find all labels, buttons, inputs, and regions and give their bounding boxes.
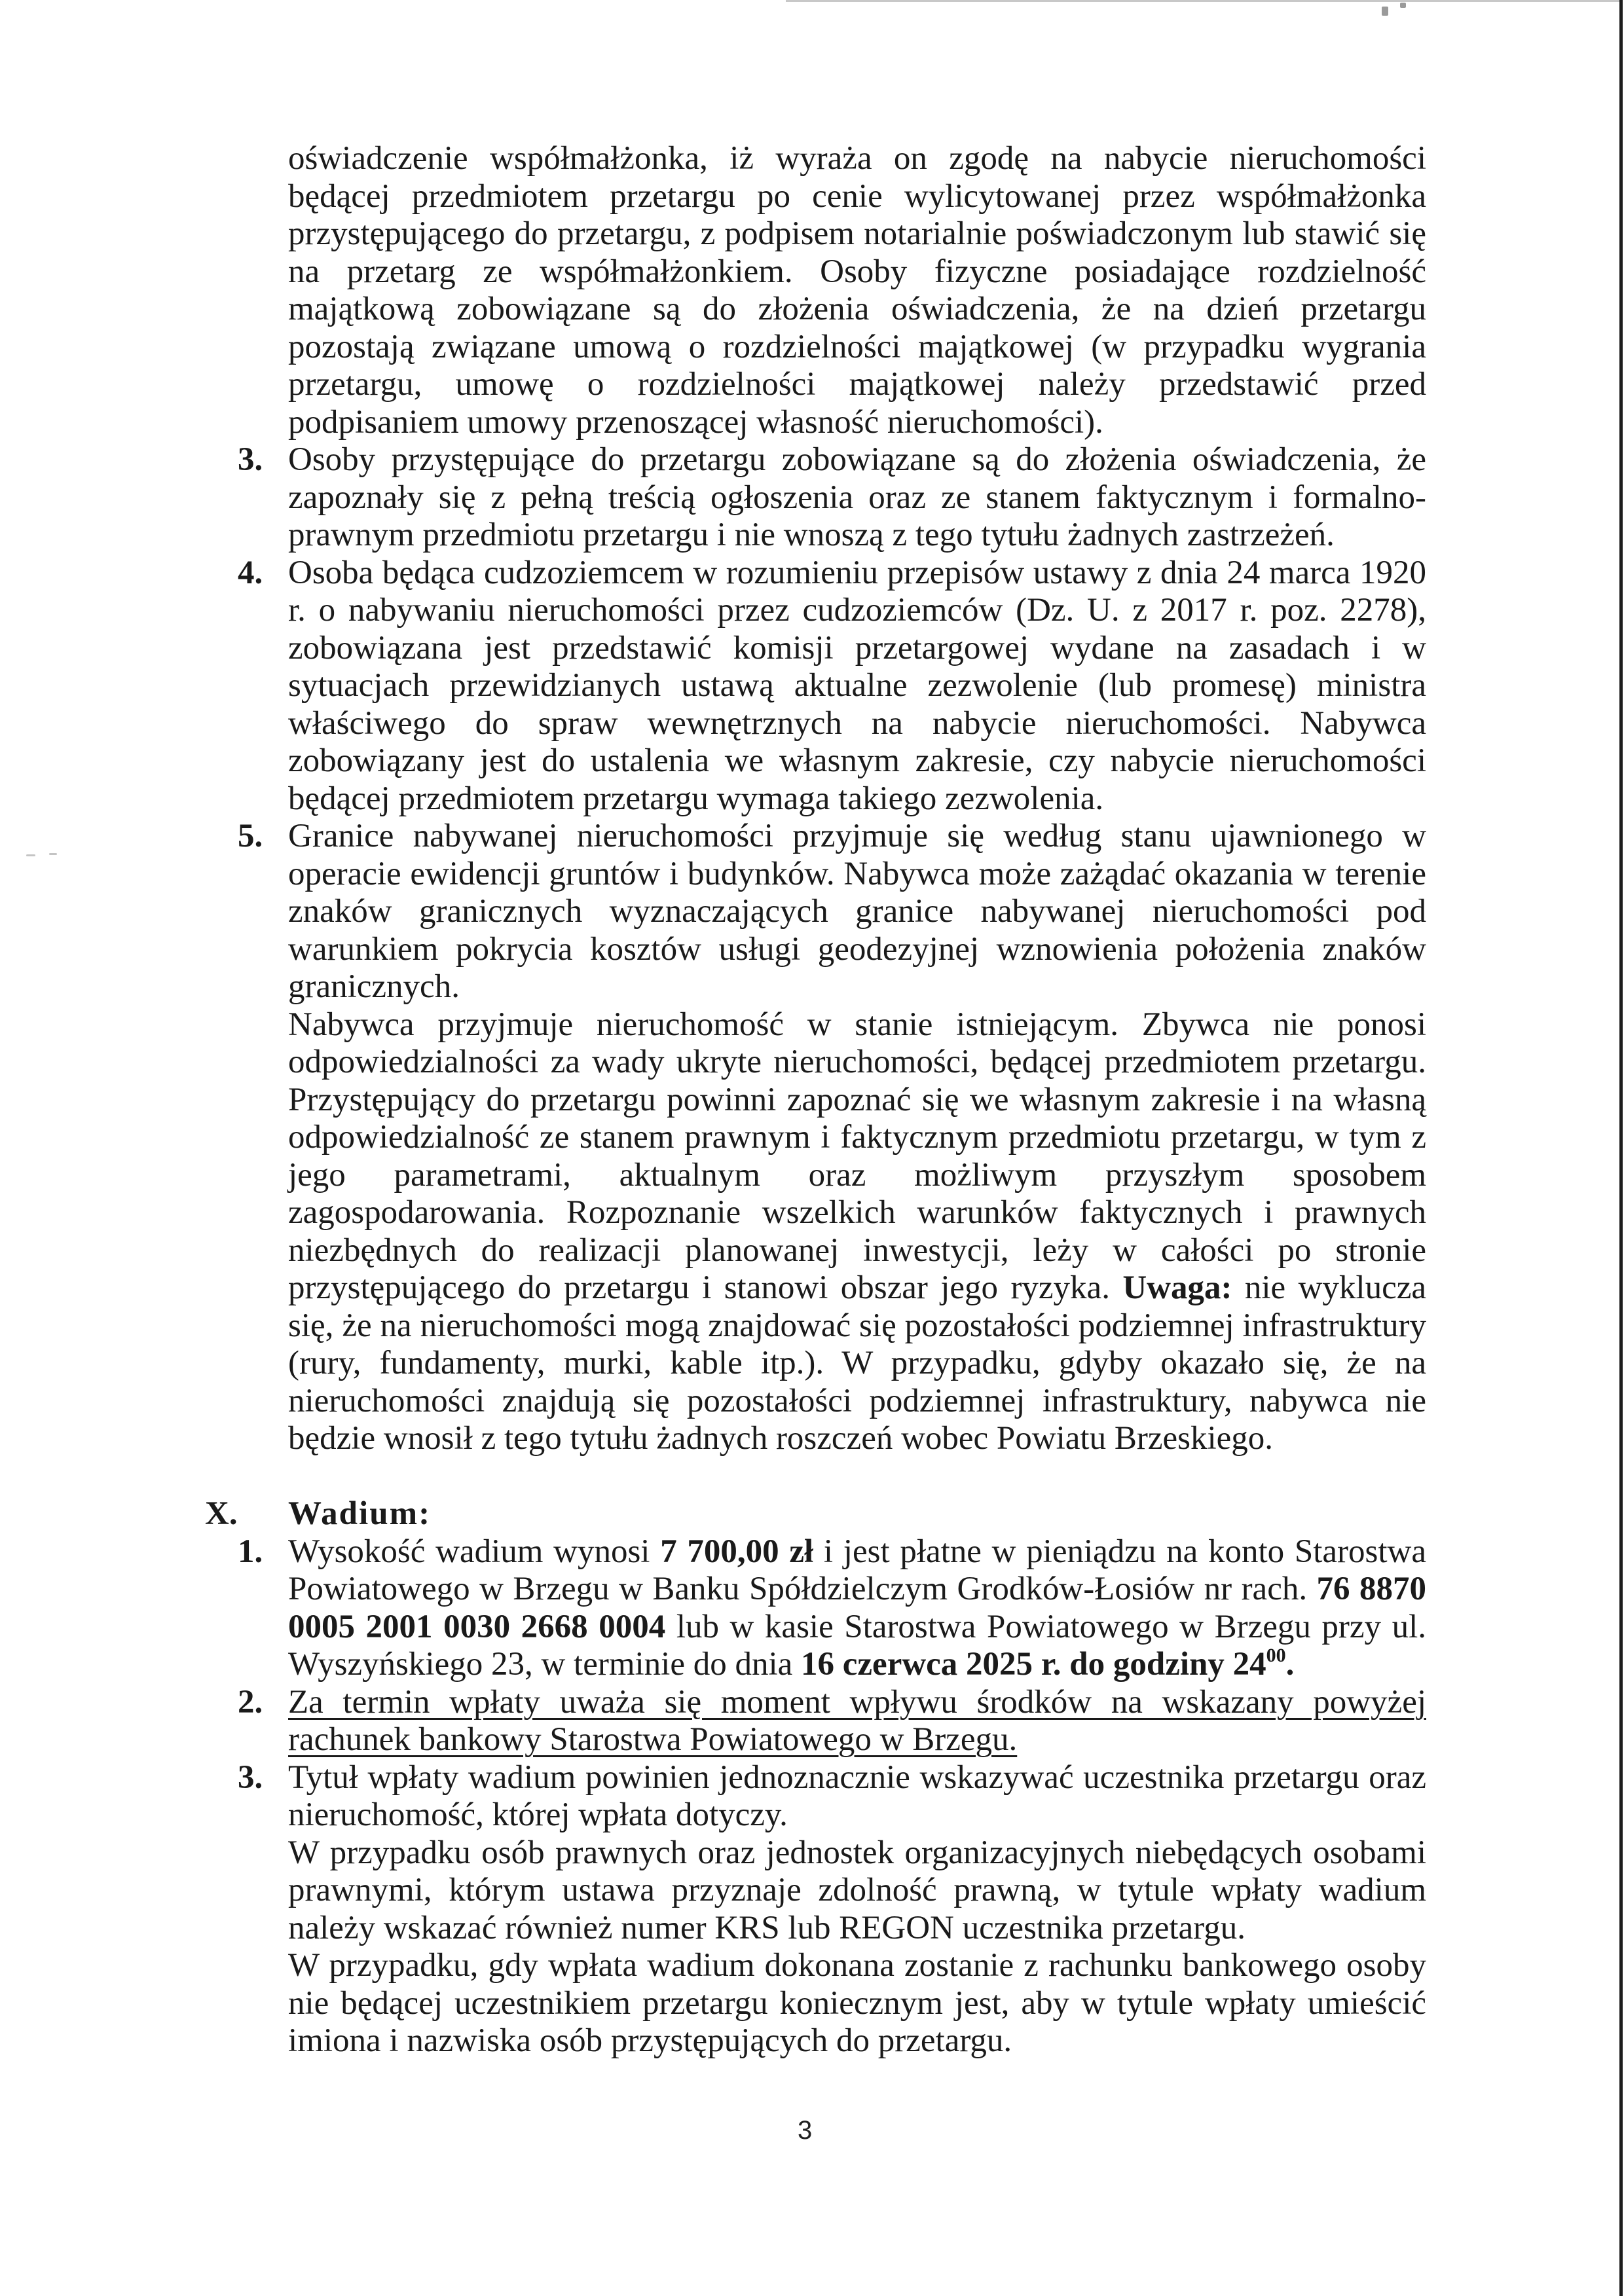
item-number: 3. — [238, 441, 263, 478]
item-continuation — [288, 1006, 1426, 1458]
item-number: 5. — [238, 818, 263, 854]
page-number: 3 — [798, 2116, 813, 2145]
payment-deadline — [801, 1646, 1294, 1683]
list-item-5 — [238, 818, 1426, 1458]
text-segment: lub w kasie Starostwa Powiatowego w Brzegu przy ul. Wyszyńskiego 23, w terminie do dnia — [288, 1608, 1426, 1683]
document-body — [205, 140, 1427, 2060]
deadline-text: 16 czerwca 2025 r. do godziny 24 — [801, 1646, 1266, 1683]
scan-artifact — [1400, 3, 1406, 8]
item-text: Tytuł wpłaty wadium powinien jednoznacznie wskazywać uczestnika przetargu oraz nieruchomość, której wpłata dotyczy. — [288, 1758, 1426, 1833]
item-number: 1. — [238, 1533, 263, 1570]
scan-artifact — [49, 853, 57, 855]
section-numeral: X. — [205, 1495, 238, 1532]
underlined-text: Za termin wpłaty uważa się moment wpływu środków na wskazany powyżej rachunek bankowy Starostwa Powiatowego w Brzegu. — [288, 1683, 1426, 1758]
section-title: Wadium: — [288, 1495, 432, 1532]
item-number: 3. — [238, 1758, 263, 1796]
wadium-item-2 — [238, 1683, 1426, 1759]
intro-paragraph: oświadczenie współmałżonka, iż wyraża on zgodę na nabycie nieruchomości będącej przedmiotem przetargu po cenie wylicytowanej przez współmałżonka przystępującego do przetargu, z podpisem notarialnie poświadczonym lub stawić się na przetarg ze współmałżonkiem. Osoby fizyczne posiadające rozdzielność majątkową zobowiązane są do złożenia oświadczenia, że na dzień przetargu pozostają związane umową o rozdzielności majątkowej (w przypadku wygrania przetargu, umowę o rozdzielności majątkowej należy przedstawić przed podpisaniem umowy przenoszącej własność nieruchomości). — [288, 140, 1426, 441]
wadium-item-3 — [238, 1758, 1426, 2060]
item-text: Granice nabywanej nieruchomości przyjmuje się według stanu ujawnionego w operacie ewidencji gruntów i budynków. Nabywca może zażądać okazania w terenie znaków granicznych wyznaczających granice nabywanej nieruchomości pod warunkiem pokrycia kosztów usługi geodezyjnej wznowienia położenia znaków granicznych. — [288, 818, 1426, 1005]
item-paragraph-2: W przypadku osób prawnych oraz jednostek organizacyjnych niebędących osobami prawnymi, którym ustawa przyznaje zdolność prawną, w tytule wpłaty wadium należy wskazać również numer KRS lub REGON uczestnika przetargu. — [288, 1834, 1426, 1946]
section-heading-wadium — [205, 1495, 1426, 1533]
item-paragraph-3: W przypadku, gdy wpłata wadium dokonana zostanie z rachunku bankowego osoby nie będącej uczestnikiem przetargu koniecznym jest, aby w tytule wpłaty umieścić imiona i nazwiska osób przystępujących do przetargu. — [288, 1947, 1426, 2059]
text-segment: Wysokość wadium wynosi — [288, 1533, 650, 1570]
deadline-period: . — [1285, 1646, 1295, 1683]
deadline-minutes: 00 — [1266, 1645, 1286, 1666]
item-number: 4. — [238, 554, 263, 591]
item-number: 2. — [238, 1683, 263, 1721]
bank-account-number: 76 8870 0005 2001 0030 2668 0004 — [288, 1571, 1427, 1645]
warning-label: Uwaga: — [1122, 1269, 1232, 1306]
scan-top-edge — [786, 0, 1621, 2]
item-text — [288, 1684, 1426, 1759]
warning-text: nie wyklucza się, że na nieruchomości mogą znajdować się pozostałości podziemnej infrastruktury (rury, fundamenty, murki, kable itp.). W przypadku, gdyby okazało się, że na nieruchomości znajdują się pozostałości podziemnej infrastruktury, nabywca nie będzie wnosił z tego tytułu żadnych roszczeń wobec Powiatu Brzeskiego. — [288, 1269, 1426, 1457]
item-text — [288, 1533, 1426, 1684]
scan-artifact — [1382, 7, 1388, 16]
wadium-item-1 — [238, 1533, 1427, 1684]
list-item-3 — [238, 441, 1426, 555]
continuation-text: Nabywca przyjmuje nieruchomość w stanie istniejącym. Zbywca nie ponosi odpowiedzialności za wady ukryte nieruchomości, będącej przedmiotem przetargu. Przystępujący do przetargu powinni zapoznać się we własnym zakresie i na własną odpowiedzialność ze stanem prawnym i faktycznym przedmiotu przetargu, w tym z jego parametrami, aktualnym oraz możliwym przyszłym sposobem zagospodarowania. Rozpoznanie wszelkich warunków faktycznych i prawnych niezbędnych do realizacji planowanej inwestycji, leży w całości po stronie przystępującego do przetargu i stanowi obszar jego ryzyka. — [288, 1006, 1426, 1306]
text-segment: i jest płatne w pieniądzu na konto Starostwa Powiatowego w Brzegu w Banku Spółdzielczym Grodków-Łosiów nr rach. — [288, 1533, 1427, 1607]
scan-artifact — [26, 854, 35, 856]
item-text: Osoba będąca cudzoziemcem w rozumieniu przepisów ustawy z dnia 24 marca 1920 r. o nabywaniu nieruchomości przez cudzoziemców (Dz. U. z 2017 r. poz. 2278), zobowiązana jest przedstawić komisji przetargowej wydane na zasadach i w sytuacjach przewidzianych ustawą aktualne zezwolenie (lub promesę) ministra właściwego do spraw wewnętrznych na nabycie nieruchomości. Nabywca zobowiązany jest do ustalenia we własnym zakresie, czy nabycie nieruchomości będącej przedmiotem przetargu wymaga takiego zezwolenia. — [288, 554, 1426, 817]
item-text: Osoby przystępujące do przetargu zobowiązane są do złożenia oświadczenia, że zapoznały się z pełną treścią ogłoszenia oraz ze stanem faktycznym i formalno-prawnym przedmiotu przetargu i nie wnoszą z tego tytułu żadnych zastrzeżeń. — [288, 441, 1426, 553]
list-item-4 — [238, 554, 1426, 818]
wadium-amount: 7 700,00 zł — [660, 1533, 814, 1570]
scan-right-edge — [1619, 0, 1623, 2296]
